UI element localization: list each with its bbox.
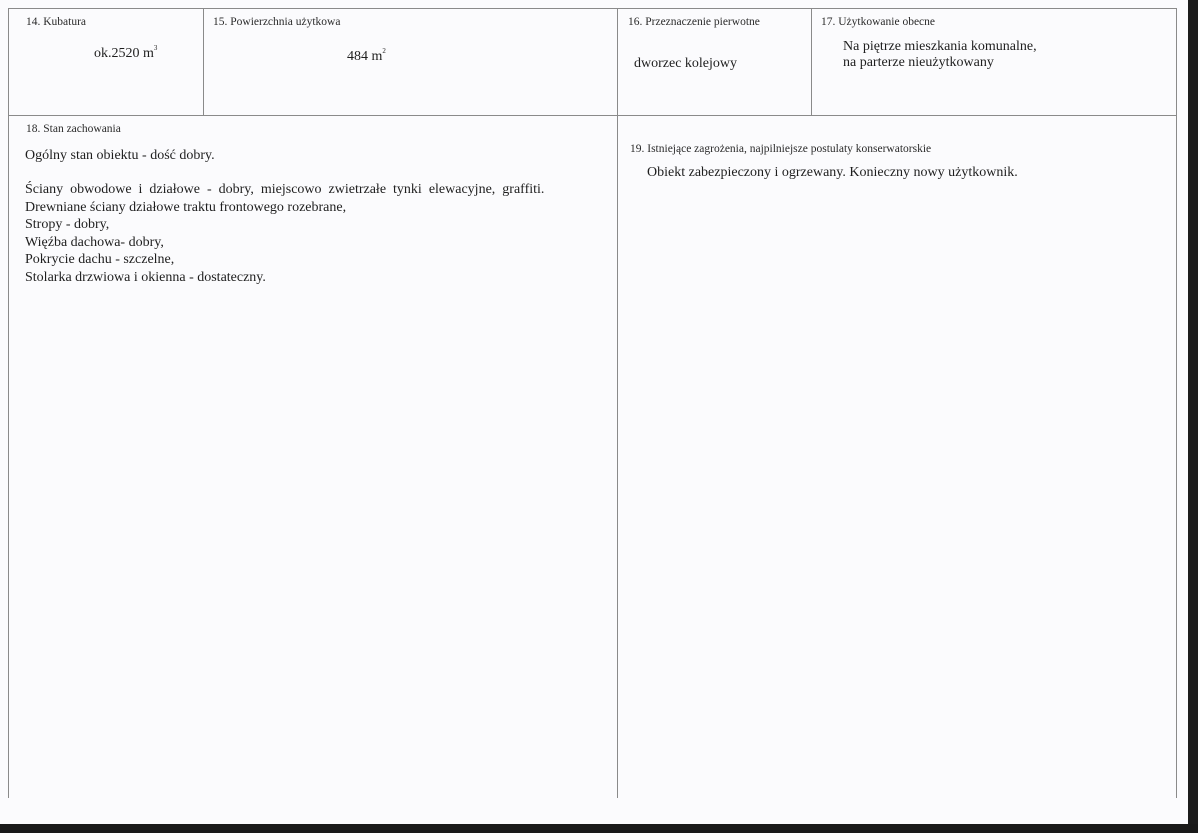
stan-zachowania-line: Stolarka drzwiowa i okienna - dostateczny. [25, 269, 266, 285]
powierzchnia-label: 15. Powierzchnia użytkowa [213, 16, 341, 28]
right-border [1176, 8, 1177, 798]
powierzchnia-number: 484 m [347, 49, 383, 64]
uzytkowanie-value [843, 39, 1037, 71]
stan-zachowania-label: 18. Stan zachowania [26, 123, 121, 135]
divider-14-15 [203, 8, 204, 115]
row-divider [8, 115, 1176, 116]
uzytkowanie-label: 17. Użytkowanie obecne [821, 16, 936, 28]
stan-zachowania-line: Drewniane ściany działowe traktu frontowego rozebrane, [25, 199, 347, 215]
left-border [8, 8, 9, 798]
uzytkowanie-line: na parterze nieużytkowany [843, 55, 994, 70]
kubatura-label: 14. Kubatura [26, 16, 87, 28]
uzytkowanie-line: Na piętrze mieszkania komunalne, [843, 39, 1037, 54]
kubatura-number: ok.2520 m [94, 46, 154, 61]
stan-zachowania-line: Stropy - dobry, [25, 217, 110, 232]
kubatura-value [94, 45, 157, 62]
scan-edge-right [1188, 0, 1198, 833]
kubatura-unit-exponent: 3 [153, 44, 158, 52]
stan-zachowania-line: Więźba dachowa- dobry, [25, 234, 164, 250]
stan-zachowania-line: Pokrycie dachu - szczelne, [25, 252, 175, 267]
stan-zachowania-summary: Ogólny stan obiektu - dość dobry. [25, 148, 215, 163]
przeznaczenie-label: 16. Przeznaczenie pierwotne [628, 16, 760, 28]
powierzchnia-value [347, 48, 386, 65]
divider-center [617, 8, 618, 798]
scan-edge-bottom [0, 824, 1198, 833]
zagrozenia-value: Obiekt zabezpieczony i ogrzewany. Konieczny nowy użytkownik. [647, 165, 1018, 180]
zagrozenia-label: 19. Istniejące zagrożenia, najpilniejsze postulaty konserwatorskie [630, 143, 932, 155]
top-border [8, 8, 1176, 9]
powierzchnia-unit-exponent: 2 [382, 47, 386, 55]
stan-zachowania-details [25, 181, 544, 286]
divider-16-17 [811, 8, 812, 115]
przeznaczenie-value: dworzec kolejowy [634, 56, 738, 71]
stan-zachowania-line: Ściany obwodowe i działowe - dobry, miejscowo zwietrzałe tynki elewacyjne, graffiti. [25, 182, 545, 197]
